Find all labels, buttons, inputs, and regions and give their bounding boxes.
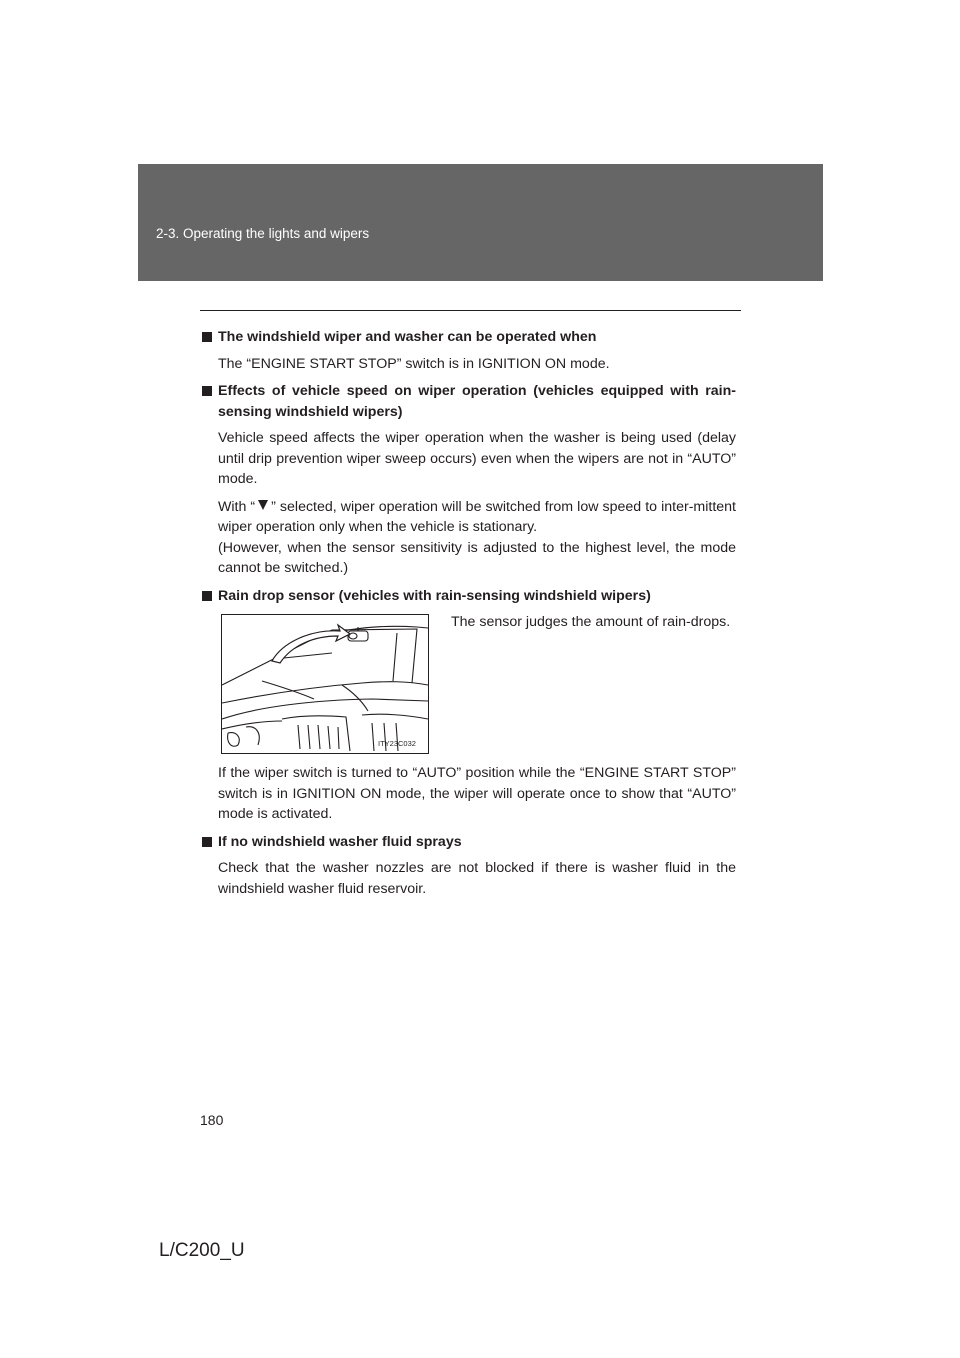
section-heading-vehicle-speed: Effects of vehicle speed on wiper operation (vehicles equipped with rain-sensing windshield wipers)	[202, 381, 736, 422]
square-bullet-icon	[202, 837, 212, 847]
down-triangle-icon	[258, 500, 268, 510]
rain-sensor-illustration	[221, 614, 429, 754]
square-bullet-icon	[202, 386, 212, 396]
header-band	[138, 164, 823, 281]
section-title: 2-3. Operating the lights and wipers	[156, 226, 370, 241]
paragraph: If the wiper switch is turned to “AUTO” position while the “ENGINE START STOP” switch is in IGNITION ON mode, the wiper will operate once to show that “AUTO” mode is activated.	[218, 765, 736, 822]
page-number: 180	[200, 1112, 224, 1128]
document-code: L/C200_U	[159, 1240, 245, 1261]
paragraph-with-symbol: With “ ” selected, wiper operation will be switched from low speed to inter-mittent wiper operation only when the vehicle is stationary.	[218, 498, 736, 535]
figure-caption: The sensor judges the amount of rain-drops.	[451, 614, 731, 630]
paragraph: The “ENGINE START STOP” switch is in IGNITION ON mode.	[218, 355, 610, 372]
paragraph: (However, when the sensor sensitivity is adjusted to the highest level, the mode cannot be switched.)	[218, 539, 736, 576]
section-heading-rain-sensor: Rain drop sensor (vehicles with rain-sensing windshield wipers)	[202, 586, 736, 607]
square-bullet-icon	[202, 332, 212, 342]
paragraph: Vehicle speed affects the wiper operation when the washer is being used (delay until drip prevention wiper sweep occurs) even when the wipers are not in “AUTO” mode.	[218, 430, 736, 487]
figure-row	[218, 612, 736, 757]
paragraph: Check that the washer nozzles are not blocked if there is washer fluid in the windshield washer fluid reservoir.	[218, 860, 736, 897]
section-heading-operation: The windshield wiper and washer can be operated when	[202, 327, 736, 348]
top-rule	[200, 310, 741, 311]
car-windshield-drawing	[222, 615, 428, 753]
square-bullet-icon	[202, 591, 212, 601]
content	[202, 327, 736, 906]
arrow-icon	[272, 625, 350, 663]
section-heading-washer-fluid: If no windshield washer fluid sprays	[202, 832, 736, 853]
figure-code: ITY23C032	[378, 739, 416, 748]
